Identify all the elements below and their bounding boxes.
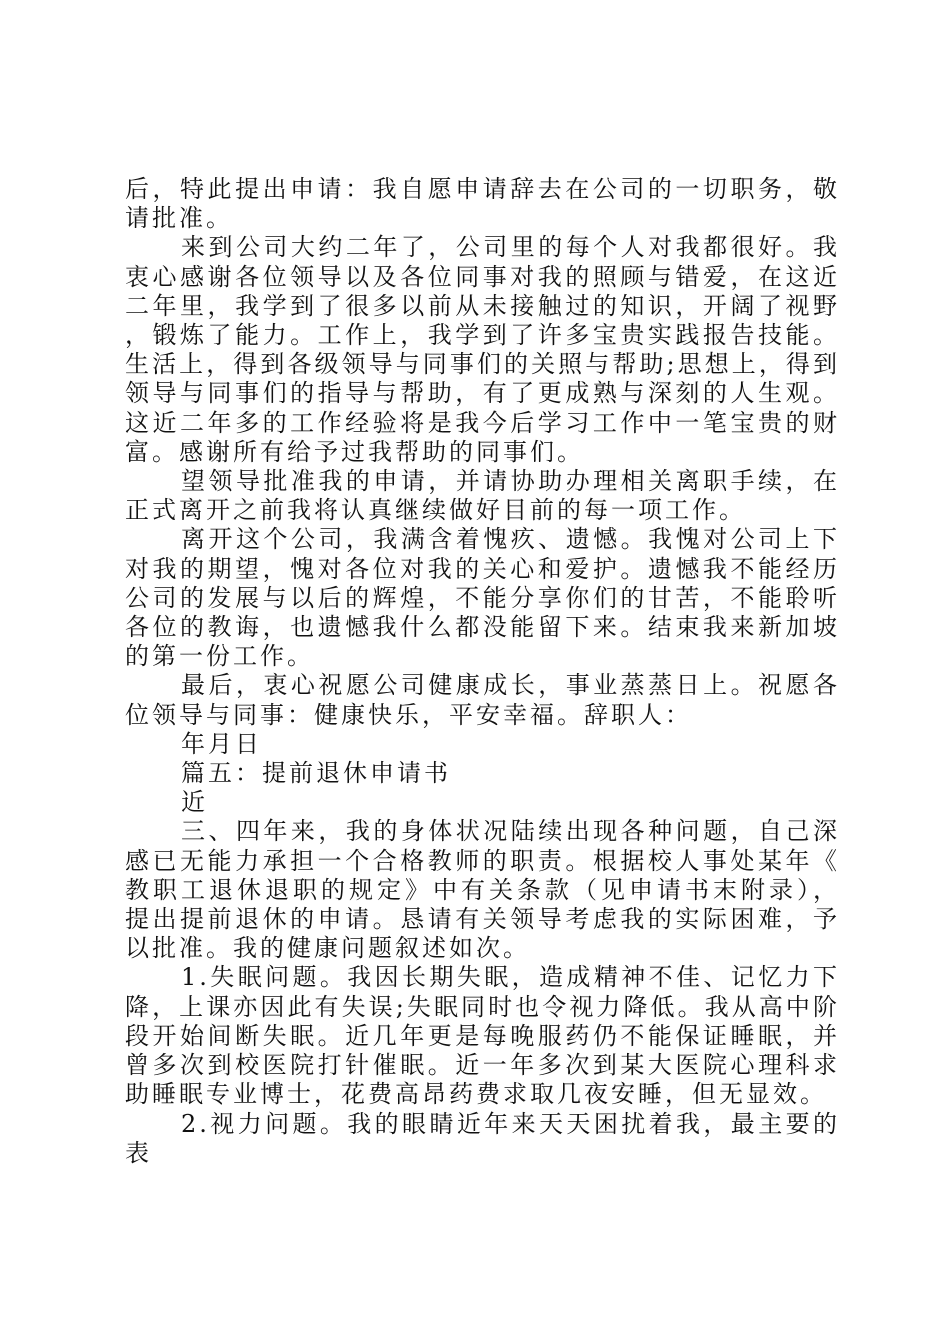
paragraph-approval-request: 望领导批准我的申请，并请协助办理相关离职手续，在正式离开之前我将认真继续做好目前的每一项工作。 <box>125 467 840 525</box>
date-line: 年月日 <box>181 729 262 758</box>
paragraph-retirement-request: 三、四年来，我的身体状况陆续出现各种问题，自己深感已无能力承担一个合格教师的职责。根据校人事处某年《教职工退休退职的规定》中有关条款（见申请书末附录），提出提前退休的申请。恳请有关领导考虑我的实际困难，予以批准。我的健康问题叙述如次。 <box>125 817 840 963</box>
paragraph-regret: 离开这个公司，我满含着愧疚、遗憾。我愧对公司上下对我的期望，愧对各位对我的关心和爱护。遗憾我不能经历公司的发展与以后的辉煌，不能分享你们的甘苦，不能聆听各位的教诲，也遗憾我什么都没能留下来。结束我来新加坡的第一份工作。 <box>125 525 840 671</box>
paragraph-gratitude: 来到公司大约二年了，公司里的每个人对我都很好。我衷心感谢各位领导以及各位同事对我的照顾与错爱，在这近二年里，我学到了很多以前从未接触过的知识，开阔了视野，锻炼了能力。工作上，我学到了许多宝贵实践报告技能。生活上，得到各级领导与同事们的关照与帮助;思想上，得到领导与同事们的指导与帮助，有了更成熟与深刻的人生观。这近二年多的工作经验将是我今后学习工作中一笔宝贵的财富。感谢所有给予过我帮助的同事们。 <box>125 233 840 466</box>
paragraph-fragment: 近 <box>181 788 208 817</box>
section-heading: 篇五：提前退休申请书 <box>181 759 451 788</box>
paragraph-vision: 2.视力问题。我的眼睛近年来天天困扰着我，最主要的表 <box>125 1109 840 1167</box>
document-page <box>125 175 840 1168</box>
paragraph-closing-wishes: 最后，衷心祝愿公司健康成长，事业蒸蒸日上。祝愿各位领导与同事：健康快乐，平安幸福。辞职人： <box>125 671 840 729</box>
paragraph-insomnia: 1.失眠问题。我因长期失眠，造成精神不佳、记忆力下降，上课亦因此有失误;失眠同时也令视力降低。我从高中阶段开始间断失眠。近几年更是每晚服药仍不能保证睡眠，并曾多次到校医院打针催眠。近一年多次到某大医院心理科求助睡眠专业博士，花费高昂药费求取几夜安睡，但无显效。 <box>125 963 840 1109</box>
paragraph-resignation-request: 后，特此提出申请：我自愿申请辞去在公司的一切职务，敬请批准。 <box>125 175 840 233</box>
